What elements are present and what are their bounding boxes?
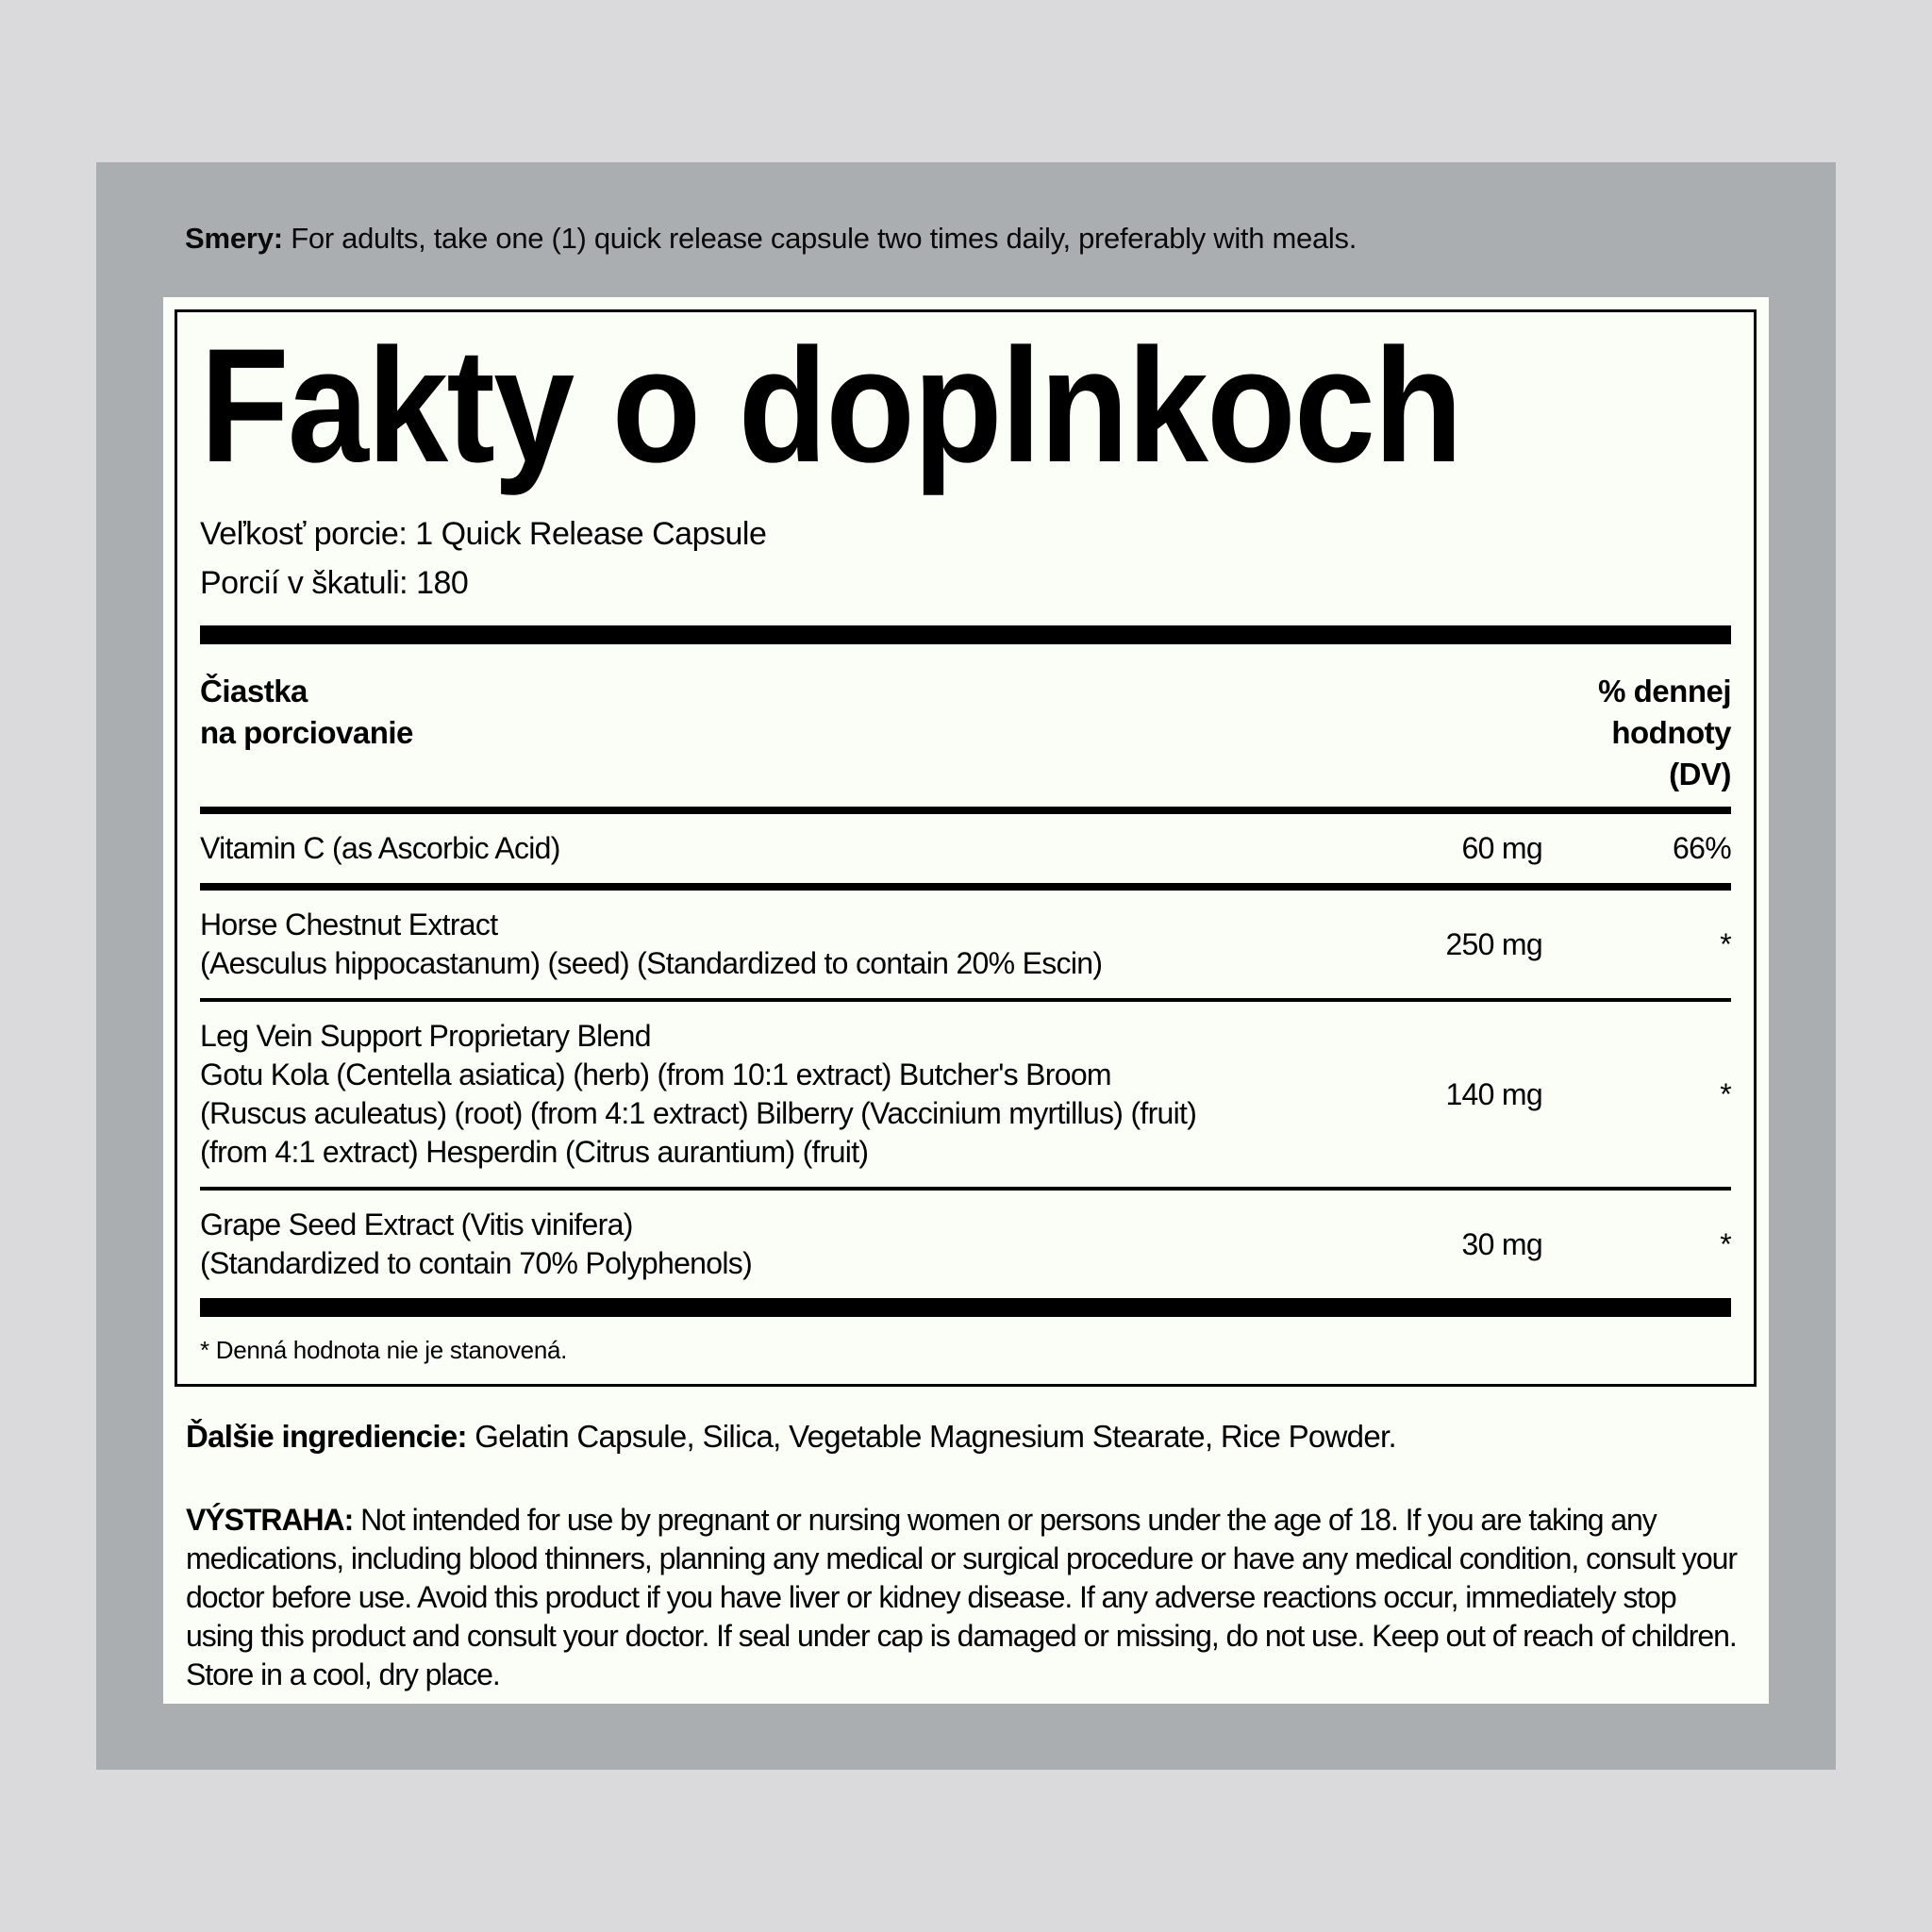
ingredient-name-line: Gotu Kola (Centella asiatica) (herb) (from 10:1 extract) Butcher's Broom	[200, 1058, 1111, 1091]
servings-per-container: Porcií v škatuli: 180	[200, 565, 469, 601]
thick-rule-bottom	[200, 1298, 1731, 1317]
label-panel	[96, 162, 1836, 1770]
ingredient-name	[200, 1017, 1373, 1172]
ingredient-name-line: (Ruscus aculeatus) (root) (from 4:1 extract) Bilberry (Vaccinium myrtillus) (fruit)	[200, 1096, 1197, 1130]
ingredient-name-line: (from 4:1 extract) Hesperdin (Citrus aurantium) (fruit)	[200, 1135, 869, 1169]
warning-text: Not intended for use by pregnant or nursing women or persons under the age of 18. If you are taking any medications, including blood thinners, planning any medical or surgical procedure or have any medical condition, consult your doctor before use. Avoid this product if you have liver or kidney disease. If any adverse reactions occur, immediately stop using this product and consult your doctor. If seal under cap is damaged or missing, do not use. Keep out of reach of children. Store in a cool, dry place.	[186, 1503, 1737, 1691]
ingredient-name-line: Grape Seed Extract (Vitis vinifera)	[200, 1208, 633, 1241]
directions-text: For adults, take one (1) quick release capsule two times daily, preferably with meals.	[291, 222, 1357, 255]
table-row-vitamin-c	[200, 814, 1731, 891]
ingredient-dv: 66%	[1673, 831, 1731, 865]
ingredient-name-line: Vitamin C (as Ascorbic Acid)	[200, 831, 560, 865]
ingredient-dv: *	[1720, 926, 1731, 961]
table-row-grape-seed	[200, 1191, 1731, 1298]
warning-label: VÝSTRAHA:	[186, 1503, 354, 1537]
table-row-leg-vein-blend	[200, 1002, 1731, 1191]
directions-label: Smery:	[185, 222, 283, 255]
dv-header-line3: (DV)	[1669, 757, 1731, 791]
column-header-amount-per-serving	[200, 671, 413, 795]
directions-line	[185, 219, 1789, 258]
facts-box	[175, 309, 1757, 1387]
ingredient-name-line: Leg Vein Support Proprietary Blend	[200, 1019, 651, 1053]
serving-size: Veľkosť porcie: 1 Quick Release Capsule	[200, 516, 767, 552]
other-ingredients-line	[186, 1416, 1747, 1457]
ingredient-dv: *	[1720, 1076, 1731, 1111]
supplement-facts-label	[163, 297, 1769, 1704]
other-ingredients-label: Ďalšie ingrediencie:	[186, 1419, 467, 1454]
dv-header-line1: % dennej	[1598, 674, 1731, 708]
header-rule	[200, 807, 1731, 814]
facts-title: Fakty o doplnkoch	[200, 315, 1461, 496]
ingredient-amount: 30 mg	[1461, 1226, 1542, 1261]
ingredient-name-line: (Aesculus hippocastanum) (seed) (Standardized to contain 20% Escin)	[200, 946, 1103, 980]
ingredient-dv: *	[1720, 1226, 1731, 1261]
table-row-horse-chestnut	[200, 891, 1731, 1002]
ingredient-name-line: Horse Chestnut Extract	[200, 908, 498, 941]
ingredient-amount: 60 mg	[1461, 831, 1542, 865]
ingredient-name-line: (Standardized to contain 70% Polyphenols)	[200, 1246, 753, 1280]
warning-line	[186, 1501, 1747, 1694]
amount-header-line2: na porciovanie	[200, 715, 413, 750]
amount-header-line1: Čiastka	[200, 674, 308, 708]
dv-footnote: * Denná hodnota nie je stanovená.	[200, 1336, 568, 1364]
ingredient-name	[200, 906, 1373, 983]
ingredient-name	[200, 1206, 1373, 1283]
column-header-daily-value	[1598, 671, 1731, 795]
thick-rule-top	[200, 625, 1731, 644]
ingredient-amount: 250 mg	[1445, 926, 1542, 961]
dv-header-line2: hodnoty	[1611, 715, 1731, 750]
other-ingredients-text: Gelatin Capsule, Silica, Vegetable Magnesium Stearate, Rice Powder.	[475, 1419, 1396, 1454]
ingredient-amount: 140 mg	[1445, 1076, 1542, 1111]
table-header	[200, 671, 1731, 795]
ingredient-name	[200, 829, 1373, 868]
